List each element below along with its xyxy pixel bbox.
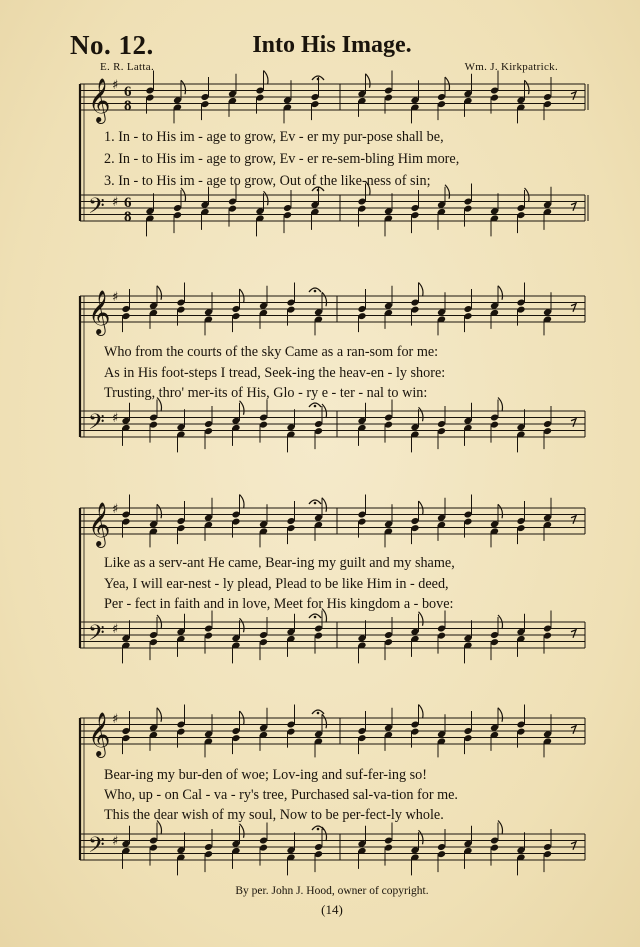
note-flag: [322, 292, 327, 306]
note-flag: [419, 283, 424, 297]
lyric-line: Bear-ing my bur-den of woe; Lov-ing and suf-fer-ing so!: [104, 767, 428, 783]
key-signature-sharp: ♯: [112, 411, 119, 426]
key-signature-sharp: ♯: [112, 834, 119, 849]
note-flag: [240, 824, 245, 838]
composer-credit: Wm. J. Kirkpatrick.: [464, 61, 558, 73]
note-flag: [240, 495, 245, 509]
eighth-rest: [571, 516, 576, 524]
treble-clef: 𝄞: [88, 712, 111, 756]
note-flag: [157, 708, 162, 722]
fermata-dot: [317, 828, 320, 831]
note-flag: [264, 191, 269, 205]
note-flag: [419, 830, 424, 844]
treble-clef: 𝄞: [88, 290, 111, 334]
time-signature-top: 6: [124, 84, 132, 100]
page-number: [0, 902, 640, 918]
eighth-rest: [571, 304, 576, 312]
eighth-rest: [571, 726, 576, 734]
bass-clef: 𝄢: [88, 833, 105, 863]
fermata-dot: [317, 712, 320, 715]
note-flag: [498, 286, 503, 300]
eighth-rest: [571, 203, 576, 211]
note-flag: [525, 80, 530, 94]
note-flag: [498, 504, 503, 518]
key-signature-sharp: ♯: [112, 78, 119, 93]
page-number-text: (14): [321, 902, 343, 917]
fermata-dot: [317, 78, 320, 81]
key-signature-sharp: ♯: [112, 622, 119, 637]
time-signature-bottom: 8: [124, 209, 132, 225]
time-signature-top: 6: [124, 195, 132, 211]
note-flag: [498, 708, 503, 722]
fermata-dot: [314, 290, 317, 293]
treble-clef: 𝄞: [88, 78, 111, 122]
note-flag: [419, 705, 424, 719]
lyric-line: Who from the courts of the sky Came as a ran-som for me:: [104, 344, 439, 360]
hymn-title-text: Into His Image.: [252, 32, 412, 58]
key-signature-sharp: ♯: [112, 290, 119, 305]
lyric-line: As in His foot-steps I tread, Seek-ing the heav-en - ly shore:: [104, 365, 446, 381]
lyric-line: Per - fect in faith and in love, Meet for His kingdom a - bove:: [104, 596, 454, 612]
eighth-rest: [571, 419, 576, 427]
bass-clef: 𝄢: [88, 621, 105, 651]
note-flag: [419, 612, 424, 626]
key-signature-sharp: ♯: [112, 502, 119, 517]
hymn-number: No. 12.: [70, 30, 154, 60]
bass-clef: 𝄢: [88, 410, 105, 440]
note-flag: [322, 498, 327, 512]
lyric-line: This the dear wish of my soul, Now to be per-fect-ly whole.: [104, 807, 444, 823]
eighth-rest: [571, 630, 576, 638]
lyric-line: Like as a serv-ant He came, Bear-ing my guilt and my shame,: [104, 555, 455, 571]
key-signature-sharp: ♯: [112, 712, 119, 727]
note-flag: [157, 504, 162, 518]
note-flag: [264, 71, 269, 85]
note-flag: [181, 80, 186, 94]
lyric-line: 3. In - to His im - age to grow, Out of the like-ness of sin;: [104, 173, 431, 189]
copyright-text: By per. John J. Hood, owner of copyright.: [235, 885, 429, 897]
time-signature-bottom: 8: [124, 98, 132, 114]
lyric-line: Trusting, thro' mer-its of His, Glo - ry e - ter - nal to win:: [104, 385, 428, 401]
note-flag: [240, 401, 245, 415]
bass-clef: 𝄢: [88, 194, 105, 224]
treble-clef: 𝄞: [88, 502, 111, 546]
fermata-dot: [314, 502, 317, 505]
eighth-rest: [571, 842, 576, 850]
note-flag: [366, 74, 371, 88]
key-signature-sharp: ♯: [112, 195, 119, 210]
note-flag: [419, 407, 424, 421]
lyric-line: 1. In - to His im - age to grow, Ev - er my pur-pose shall be,: [104, 129, 444, 145]
fermata-dot: [314, 405, 317, 408]
fermata-dot: [314, 616, 317, 619]
lyric-line: 2. In - to His im - age to grow, Ev - er re-sem-bling Him more,: [104, 151, 460, 167]
note-flag: [322, 714, 327, 728]
poet-credit: E. R. Latta.: [100, 61, 155, 73]
lyric-line: Who, up - on Cal - va - ry's tree, Purchased sal-va-tion for me.: [104, 787, 458, 803]
lyric-line: Yea, I will ear-nest - ly plead, Plead to be like Him in - deed,: [104, 576, 449, 592]
copyright-credit: [0, 885, 640, 897]
note-flag: [157, 286, 162, 300]
eighth-rest: [571, 92, 576, 100]
note-flag: [240, 618, 245, 632]
